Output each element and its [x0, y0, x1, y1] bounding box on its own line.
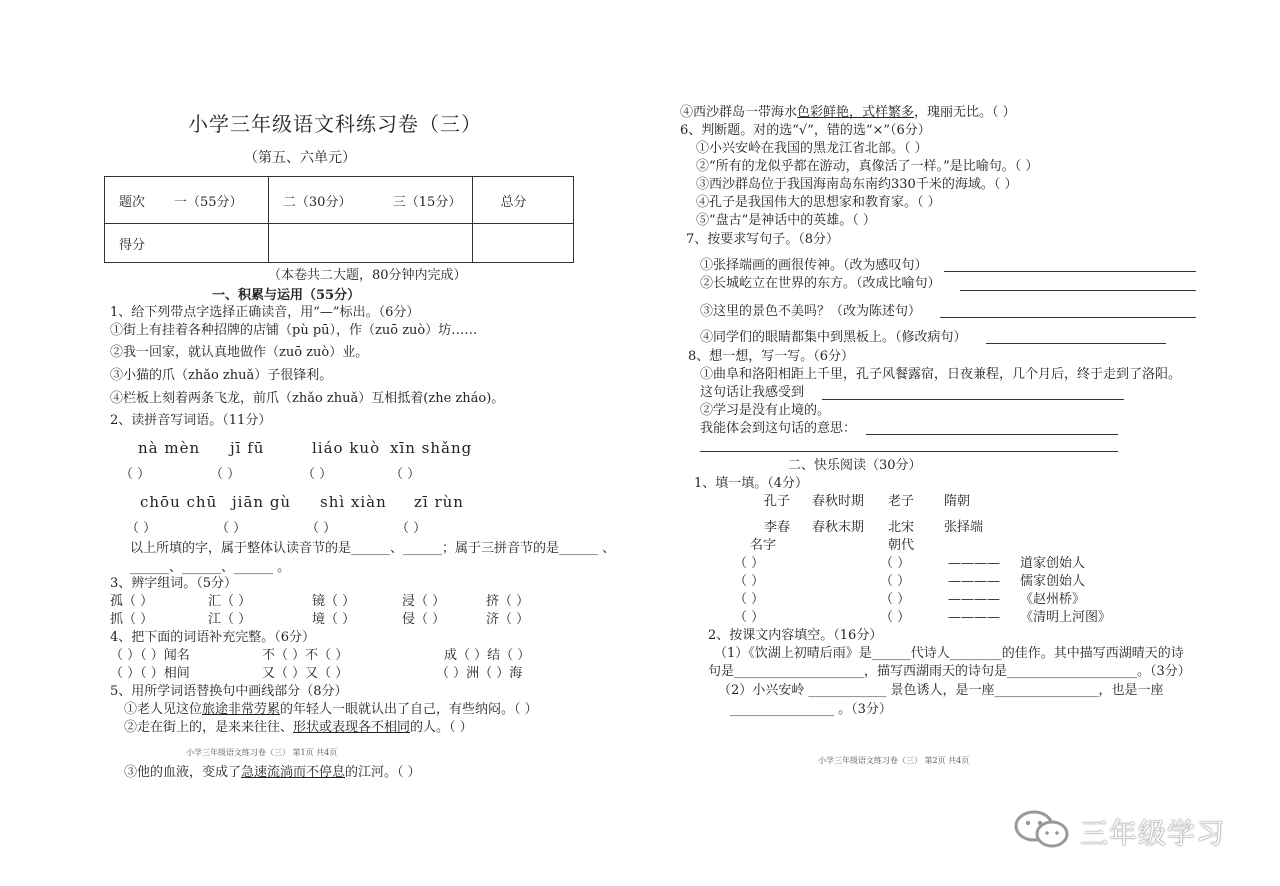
answer-paren[interactable]: （ ） [390, 467, 421, 482]
score-header-cell: 二（30分） 三（15分） [268, 177, 472, 224]
q6-item: ⑤“盘古”是神话中的英雄。（ ） [696, 213, 876, 228]
answer-paren[interactable]: （ ） [396, 521, 427, 536]
q8-title: 8、想一想，写一写。（6分） [688, 349, 855, 364]
unit-subtitle: （第五、六单元） [244, 150, 356, 166]
q2-pinyin: chōu chū [140, 493, 218, 511]
fill-word: 老子 [888, 494, 915, 509]
q2-note: ______、______、______ 。 [130, 560, 291, 575]
q4-cell[interactable]: （ ）洲（ ）海 [436, 666, 523, 681]
score-row-label: 得分 [105, 224, 269, 263]
page-footer-right: 小学三年级语文练习卷（三） 第2页 共4页 [818, 756, 970, 765]
answer-paren[interactable]: （ ） [210, 467, 241, 482]
q6-item: ④孔子是我国伟大的思想家和教育家。（ ） [696, 195, 941, 210]
fill-work: 《赵州桥》 [1020, 592, 1086, 607]
q4-title: 4、把下面的词语补充完整。（6分） [110, 630, 316, 645]
q2-pinyin: liáo kuò [312, 439, 381, 457]
q4-cell[interactable]: （ ）（ ）相间 [110, 666, 190, 681]
q7-item: ②长城屹立在世界的东方。（改成比喻句） [700, 276, 941, 291]
q4-cell[interactable]: 成（ ）结（ ） [444, 648, 531, 663]
fill-word: 春秋时期 [812, 494, 865, 509]
q5-title: 5、用所学词语替换句中画线部分（8分） [110, 684, 348, 699]
dash-connector: ———— [948, 610, 1000, 625]
score-table [104, 176, 574, 263]
fill-label: 名字 [750, 538, 777, 553]
q2-pinyin: xīn shǎng [390, 439, 473, 457]
p2-q2-line: （2）小兴安岭 ____________ 景色诱人，是一座________________，也是一座 [718, 683, 1164, 698]
answer-paren[interactable]: （ ） [120, 467, 151, 482]
q5-item: ④西沙群岛一带海水色彩鲜艳，式样繁多，瑰丽无比。（ ） [680, 105, 1016, 120]
q5-item: ③他的血液，变成了急速流淌而不停息的江河。（ ） [124, 765, 421, 780]
q3-cell[interactable]: 汇（ ） [208, 594, 252, 609]
answer-paren[interactable]: （ ） [126, 521, 157, 536]
answer-line[interactable] [944, 271, 1196, 272]
q2-pinyin: zī rùn [414, 493, 464, 511]
answer-paren[interactable]: （ ） [306, 521, 337, 536]
answer-line[interactable] [822, 399, 1124, 400]
score-cell [268, 224, 472, 263]
fill-word: 隋朝 [944, 494, 971, 509]
q2-pinyin: nà mèn [138, 439, 201, 457]
q2-title: 2、读拼音写词语。（11分） [110, 413, 272, 428]
q1-title: 1、给下列带点字选择正确读音，用“—”标出。（6分） [110, 305, 420, 320]
q1-item: ④栏板上刻着两条飞龙，前爪（zhǎo zhuǎ）互相抵着(zhe zháo)。 [110, 391, 505, 406]
answer-paren[interactable]: （ ） [216, 521, 247, 536]
q6-item: ①小兴安岭在我国的黑龙江省北部。（ ） [696, 141, 928, 156]
answer-paren[interactable]: （ ） [880, 574, 911, 589]
q4-cell[interactable]: 不（ ）不（ ） [262, 648, 349, 663]
q8-item: 这句话让我感受到 [700, 385, 805, 400]
answer-paren[interactable]: （ ） [734, 574, 765, 589]
q3-cell[interactable]: 孤（ ） [110, 594, 154, 609]
q3-cell[interactable]: 境（ ） [312, 612, 356, 627]
q7-item: ③这里的景色不美吗？（改为陈述句） [700, 304, 922, 319]
answer-paren[interactable]: （ ） [734, 610, 765, 625]
score-cell [472, 224, 573, 263]
fill-label: 朝代 [888, 538, 915, 553]
q7-title: 7、按要求写句子。（8分） [686, 232, 840, 247]
q4-cell[interactable]: 又（ ）又（ ） [262, 666, 349, 681]
answer-line[interactable] [940, 317, 1196, 318]
q8-item: 我能体会到这句话的意思： [700, 421, 857, 436]
page-footer-left: 小学三年级语文练习卷（三） 第1页 共4页 [186, 748, 338, 757]
q3-cell[interactable]: 侵（ ） [402, 612, 446, 627]
fill-work: 儒家创始人 [1020, 574, 1086, 589]
fill-work: 道家创始人 [1020, 556, 1086, 571]
exam-note: （本卷共二大题，80分钟内完成） [268, 268, 467, 283]
part2-heading: 二、快乐阅读（30分） [788, 458, 922, 473]
answer-line[interactable] [960, 290, 1196, 291]
q3-cell[interactable]: 浸（ ） [402, 594, 446, 609]
q1-item: ③小猫的爪（zhǎo zhuǎ）子很锋利。 [110, 368, 333, 383]
answer-paren[interactable]: （ ） [734, 592, 765, 607]
fill-work: 《清明上河图》 [1020, 610, 1112, 625]
answer-line[interactable] [700, 451, 1118, 452]
fill-word: 孔子 [764, 494, 791, 509]
q6-item: ②“所有的龙似乎都在游动，真像活了一样。”是比喻句。（ ） [696, 159, 1039, 174]
q7-item: ①张择端画的画很传神。（改为感叹句） [700, 258, 928, 273]
q3-cell[interactable]: 抓（ ） [110, 612, 154, 627]
score-header-cell: 题次 一（55分） [105, 177, 269, 224]
dash-connector: ———— [948, 556, 1000, 571]
q3-cell[interactable]: 江（ ） [208, 612, 252, 627]
q2-note: 以上所填的字，属于整体认读音节的是______、______；属于三拼音节的是______ 、 [130, 541, 616, 556]
answer-line[interactable] [986, 343, 1166, 344]
q3-cell[interactable]: 济（ ） [486, 612, 530, 627]
watermark-text: 三年级学习 [1080, 817, 1226, 850]
fill-word: 李春 [764, 520, 791, 535]
q2-pinyin: shì xiàn [320, 493, 387, 511]
q2-pinyin: jī fū [230, 439, 265, 457]
q8-item: ②学习是没有止境的。 [700, 403, 831, 418]
q4-cell[interactable]: （ ）（ ）闻名 [110, 648, 190, 663]
q3-title: 3、辨字组词。（5分） [110, 576, 238, 591]
fill-word: 北宋 [888, 520, 915, 535]
answer-paren[interactable]: （ ） [880, 592, 911, 607]
q5-item: ①老人见这位旅途非常劳累的年轻人一眼就认出了自己，有些纳闷。（ ） [124, 702, 538, 717]
p2-q2-line: 句是____________________，描写西湖雨天的诗句是____________________。（3分） [708, 664, 1191, 679]
q6-title: 6、判断题。对的选“√”，错的选“×”（6分） [680, 123, 931, 138]
q3-cell[interactable]: 镜（ ） [312, 594, 356, 609]
answer-paren[interactable]: （ ） [880, 556, 911, 571]
q1-item: ①街上有挂着各种招牌的店铺（pù pū），作（zuō zuò）坊…… [110, 323, 478, 338]
q3-cell[interactable]: 挤（ ） [486, 594, 530, 609]
answer-line[interactable] [866, 434, 1118, 435]
q2-pinyin: jiān gù [232, 493, 292, 511]
q8-item: ①曲阜和洛阳相距上千里，孔子风餐露宿，日夜兼程，几个月后，终于走到了洛阳。 [700, 367, 1182, 382]
q6-item: ③西沙群岛位于我国海南岛东南约330千米的海域。（ ） [696, 177, 1018, 192]
dash-connector: ———— [948, 592, 1000, 607]
part1-heading: 一、积累与运用（55分） [212, 288, 361, 303]
answer-paren[interactable]: （ ） [302, 467, 333, 482]
dash-connector: ———— [948, 574, 1000, 589]
fill-word: 春秋末期 [812, 520, 865, 535]
answer-paren[interactable]: （ ） [734, 556, 765, 571]
p2-q2-line: （1）《饮湖上初晴后雨》是______代诗人________的佳作。其中描写西湖晴天的诗 [714, 646, 1184, 661]
q1-item: ②我一回家，就认真地做作（zuō zuò）业。 [110, 345, 369, 360]
fill-word: 张择端 [944, 520, 984, 535]
p2-q1-title: 1、填一填。（4分） [694, 476, 809, 491]
q7-item: ④同学们的眼睛都集中到黑板上。（修改病句） [700, 330, 967, 345]
p2-q2-title: 2、按课文内容填空。（16分） [708, 628, 883, 643]
p2-q2-line: ________________ 。（3分） [730, 702, 892, 717]
score-header-cell: 总分 [472, 177, 573, 224]
q5-item: ②走在街上的，是来来往往、形状或表现各不相同的人。（ ） [124, 720, 473, 735]
wechat-icon [1012, 806, 1074, 852]
answer-paren[interactable]: （ ） [880, 610, 911, 625]
exam-title: 小学三年级语文科练习卷（三） [188, 112, 482, 136]
